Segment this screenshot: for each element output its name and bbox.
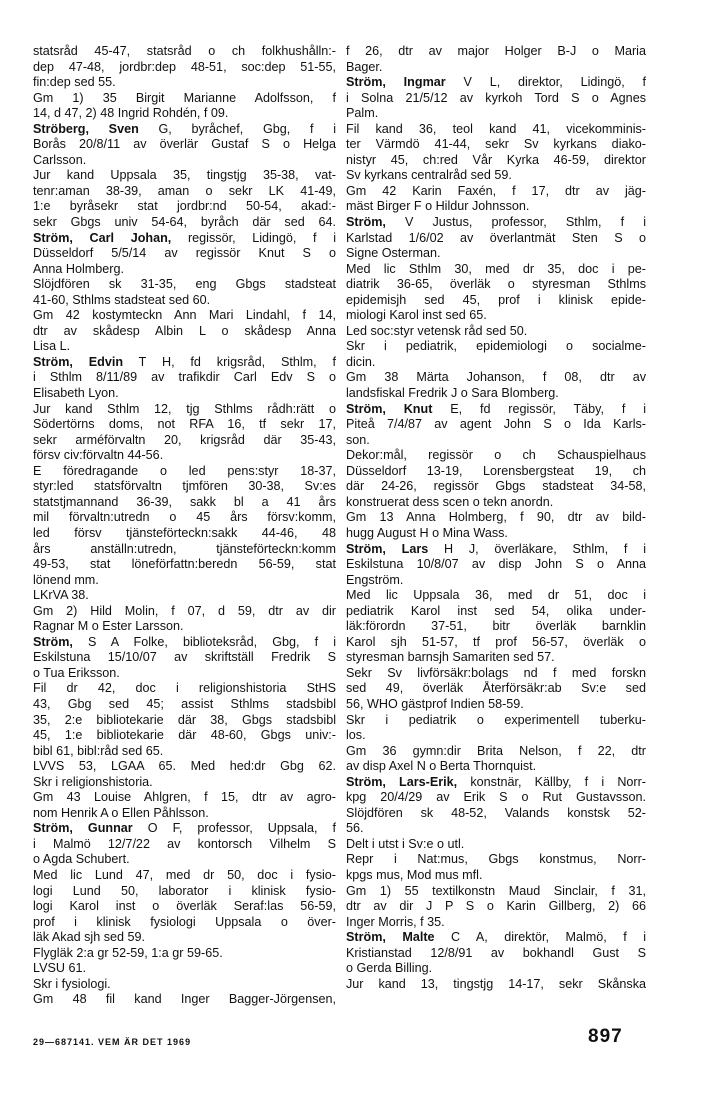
- line-text: Düsseldorf 13-19, Lorensbergsteat 19, ch: [346, 463, 646, 478]
- line-text: bibl 61, bibl:råd sed 65.: [33, 743, 164, 758]
- text-line: [346, 122, 646, 138]
- text-line: [33, 510, 336, 526]
- text-line: [33, 293, 336, 309]
- line-text: kpg 20/4/29 av Erik S o Rut Gustavsson.: [346, 790, 646, 805]
- line-text: logi Karol inst o överläk Seraf:las 56-59,: [33, 899, 336, 914]
- text-line: [346, 510, 646, 526]
- line-text: Med lic Uppsala 36, med dr 51, doc i: [346, 588, 646, 603]
- line-text: Eskilstuna 15/10/07 av skriftställ Fredrik S: [33, 650, 336, 665]
- line-text: Skr i fysiologi.: [33, 976, 111, 991]
- line-text: 35, 2:e bibliotekarie där 38, Gbgs stadsbibl: [33, 712, 336, 727]
- text-line: [346, 324, 646, 340]
- text-line: [346, 899, 646, 915]
- text-line: [33, 137, 336, 153]
- text-line: [33, 977, 336, 993]
- line-text: konstnär, Källby, f i Norr-: [457, 774, 646, 789]
- line-text: E, fd regissör, Täby, f i: [432, 401, 646, 416]
- text-line: [33, 666, 336, 682]
- line-text: 49-53, stat löneförfattn:beredn 56-59, stat: [33, 557, 336, 572]
- line-text: Gm 1) 35 Birgit Marianne Adolfsson, f: [33, 90, 336, 105]
- line-text: Gm 43 Louise Ahlgren, f 15, dtr av agro-: [33, 790, 336, 805]
- line-text: styresman barnsjh Samariten sed 57.: [346, 650, 555, 665]
- line-text: Fil kand 36, teol kand 41, vicekomminis-: [346, 121, 646, 136]
- text-line: [33, 635, 336, 651]
- text-line: [33, 806, 336, 822]
- text-line: [33, 961, 336, 977]
- text-line: [33, 588, 336, 604]
- text-line: [346, 106, 646, 122]
- text-line: [346, 837, 646, 853]
- text-line: [33, 479, 336, 495]
- line-text: Sekr Sv livförsäkr:bolags nd f med forskn: [346, 665, 646, 680]
- text-line: [346, 215, 646, 231]
- text-line: [33, 215, 336, 231]
- line-text: 43, Gbg sed 45; assist Sthlms stadsbibl: [33, 696, 336, 711]
- line-text: S A Folke, biblioteksråd, Gbg, f i: [72, 634, 336, 649]
- line-text: dtr av dir J P S o Karin Gillberg, 2) 66: [346, 899, 646, 914]
- line-text: nistyr 45, ch:red Vår Kyrka 46-59, direktor: [346, 152, 646, 167]
- text-line: [33, 992, 336, 1008]
- line-text: Borås 20/8/11 av överlär Gustaf S o Helga: [33, 137, 336, 152]
- line-text: led försv tjänsteförteckn:sakk 44-46, 48: [33, 525, 336, 540]
- entry-name: Ström, Lars: [346, 541, 429, 556]
- entry-name: Ström,: [33, 634, 73, 649]
- text-line: [33, 604, 336, 620]
- text-line: [33, 619, 336, 635]
- line-text: Karlstad 1/6/02 av överlantmät Sten S o: [346, 230, 646, 245]
- print-code: 29—687141. VEM ÄR DET 1969: [33, 1037, 192, 1047]
- line-text: Led soc:styr vetensk råd sed 50.: [346, 323, 528, 338]
- text-line: [346, 479, 646, 495]
- line-text: 56.: [346, 821, 364, 836]
- line-text: landsfiskal Fredrik J o Sara Blomberg.: [346, 386, 559, 401]
- text-line: [33, 821, 336, 837]
- text-line: [346, 697, 646, 713]
- line-text: Slöjdfören sk 48-52, Valands konstsk 52-: [346, 805, 646, 820]
- line-text: nom Henrik A o Ellen Påhlsson.: [33, 805, 209, 820]
- line-text: 1:e byråsekr stat jordbr:nd 50-54, akad:-: [33, 199, 336, 214]
- line-text: konstruerat dess scen o tekn anordn.: [346, 494, 554, 509]
- text-line: [346, 526, 646, 542]
- text-line: [346, 557, 646, 573]
- text-line: [33, 308, 336, 324]
- text-line: [33, 277, 336, 293]
- line-text: o Tua Eriksson.: [33, 665, 120, 680]
- text-line: [33, 495, 336, 511]
- text-line: [346, 448, 646, 464]
- text-line: [33, 355, 336, 371]
- entry-name: Ström, Ingmar: [346, 75, 446, 90]
- text-line: [33, 759, 336, 775]
- line-text: Gm 36 gymn:dir Brita Nelson, f 22, dtr: [346, 743, 646, 758]
- line-text: Carlsson.: [33, 152, 87, 167]
- line-text: statstjmannand 36-39, sakk bl a 41 års: [33, 494, 336, 509]
- text-line: [33, 650, 336, 666]
- text-line: [33, 681, 336, 697]
- line-text: Gm 2) Hild Molin, f 07, d 59, dtr av dir: [33, 603, 336, 618]
- line-text: tenr:aman 38-39, aman o sekr LK 41-49,: [33, 183, 336, 198]
- line-text: lönend mm.: [33, 572, 99, 587]
- line-text: f 26, dtr av major Holger B-J o Maria: [346, 44, 646, 58]
- line-text: Piteå 7/4/87 av agent John S o Ida Karls-: [346, 417, 646, 432]
- line-text: av disp Axel N o Berta Thornquist.: [346, 759, 537, 774]
- line-text: 41-60, Sthlms stadsteat sed 60.: [33, 292, 211, 307]
- text-line: [346, 184, 646, 200]
- text-line: [346, 915, 646, 931]
- text-line: [33, 728, 336, 744]
- line-text: Karol sjh 51-57, tf prof 56-57, överläk o: [346, 634, 646, 649]
- line-text: LVSU 61.: [33, 961, 86, 976]
- text-line: [346, 495, 646, 511]
- text-line: [346, 199, 646, 215]
- text-line: [33, 44, 336, 60]
- line-text: Jur kand Uppsala 35, tingstjg 35-38, vat-: [33, 168, 336, 183]
- line-text: T H, fd krigsråd, Sthlm, f: [123, 354, 336, 369]
- line-text: o Agda Schubert.: [33, 852, 130, 867]
- line-text: Gm 42 Karin Faxén, f 17, dtr av jäg-: [346, 183, 646, 198]
- line-text: läk:förordn 37-51, bitr överläk barnklin: [346, 619, 646, 634]
- text-line: [346, 930, 646, 946]
- line-text: sed 49, överläk Återförsäkr:ab Sv:e sed: [346, 681, 646, 696]
- line-text: dtr av skådesp Albin L o skådesp Anna: [33, 323, 336, 338]
- text-line: [346, 75, 646, 91]
- text-line: [33, 946, 336, 962]
- text-line: [346, 293, 646, 309]
- left-column: [33, 44, 336, 1008]
- line-text: Repr i Nat:mus, Gbgs konstmus, Norr-: [346, 852, 646, 867]
- line-text: där 24-26, regissör Gbgs stadsteat 34-58,: [346, 479, 646, 494]
- line-text: V Justus, professor, Sthlm, f i: [385, 215, 646, 230]
- text-line: [346, 744, 646, 760]
- line-text: Skr i religionshistoria.: [33, 774, 153, 789]
- line-text: LKrVA 38.: [33, 588, 89, 603]
- text-line: [346, 884, 646, 900]
- text-line: [346, 402, 646, 418]
- text-line: [33, 713, 336, 729]
- entry-name: Ström, Carl Johan,: [33, 230, 172, 245]
- text-line: [33, 75, 336, 91]
- text-line: [33, 106, 336, 122]
- line-text: dep 47-48, jordbr:dep 48-51, soc:dep 51-55,: [33, 59, 336, 74]
- entry-name: Ström, Gunnar: [33, 821, 133, 836]
- text-line: [346, 355, 646, 371]
- text-line: [33, 386, 336, 402]
- text-line: [346, 588, 646, 604]
- text-line: [33, 91, 336, 107]
- text-line: [33, 526, 336, 542]
- text-line: [346, 759, 646, 775]
- text-line: [346, 604, 646, 620]
- text-line: [33, 697, 336, 713]
- line-text: Med lic Sthlm 30, med dr 35, doc i pe-: [346, 261, 646, 276]
- line-text: Delt i utst i Sv:e o utl.: [346, 836, 465, 851]
- text-line: [33, 930, 336, 946]
- line-text: LVVS 53, LGAA 65. Med hed:dr Gbg 62.: [33, 759, 336, 774]
- line-text: Med lic Lund 47, med dr 50, doc i fysio-: [33, 867, 336, 882]
- text-line: [346, 790, 646, 806]
- line-text: Fil dr 42, doc i religionshistoria StHS: [33, 681, 336, 696]
- text-line: [33, 448, 336, 464]
- line-text: Skr i pediatrik, epidemiologi o socialme-: [346, 339, 646, 354]
- text-line: [33, 402, 336, 418]
- line-text: Skr i pediatrik o experimentell tuberku-: [346, 712, 646, 727]
- line-text: ter Värmdö 41-44, sekr Sv kyrkans diako-: [346, 137, 646, 152]
- line-text: i Solna 21/5/12 av kyrkoh Tord S o Agnes: [346, 90, 646, 105]
- line-text: Inger Morris, f 35.: [346, 914, 445, 929]
- text-line: [346, 417, 646, 433]
- line-text: fin:dep sed 55.: [33, 75, 116, 90]
- line-text: Flygläk 2:a gr 52-59, 1:a gr 59-65.: [33, 945, 223, 960]
- text-line: [33, 60, 336, 76]
- line-text: G, byråchef, Gbg, f i: [138, 121, 336, 136]
- text-line: [346, 137, 646, 153]
- text-line: [346, 277, 646, 293]
- line-text: Elisabeth Lyon.: [33, 386, 119, 401]
- text-line: [33, 868, 336, 884]
- line-text: försv civ:förvaltn 44-56.: [33, 448, 164, 463]
- text-line: [33, 339, 336, 355]
- text-line: [346, 821, 646, 837]
- line-text: miologi Karol inst sed 65.: [346, 308, 487, 323]
- text-line: [346, 386, 646, 402]
- line-text: C A, direktör, Malmö, f i: [434, 930, 646, 945]
- line-text: prof i klinisk fysiologi Uppsala o över-: [33, 914, 336, 929]
- line-text: års anställn:utredn, tjänsteförteckn:komm: [33, 541, 336, 556]
- text-line: [33, 168, 336, 184]
- text-line: [346, 542, 646, 558]
- entry-name: Ström, Edvin: [33, 354, 124, 369]
- line-text: Gm 38 Märta Johanson, f 08, dtr av: [346, 370, 646, 385]
- line-text: O F, professor, Uppsala, f: [132, 821, 336, 836]
- entry-name: Ström, Malte: [346, 930, 435, 945]
- text-line: [33, 199, 336, 215]
- line-text: statsråd 45-47, statsråd o ch folkhushålln:-: [33, 44, 336, 58]
- line-text: Dekor:mål, regissör o ch Schauspielhaus: [346, 448, 646, 463]
- line-text: Palm.: [346, 106, 379, 121]
- line-text: Eskilstuna 10/8/07 av disp John S o Anna: [346, 557, 646, 572]
- line-text: Gm 48 fil kand Inger Bagger-Jörgensen,: [33, 992, 336, 1007]
- text-line: [346, 806, 646, 822]
- text-line: [33, 184, 336, 200]
- line-text: styr:led statsförvaltn tjmfören 30-38, Sv:es: [33, 479, 336, 494]
- line-text: läk Akad sjh sed 59.: [33, 930, 146, 945]
- line-text: Lisa L.: [33, 339, 71, 354]
- line-text: hugg August H o Mina Wass.: [346, 525, 508, 540]
- text-line: [33, 246, 336, 262]
- text-line: [33, 324, 336, 340]
- text-line: [33, 557, 336, 573]
- line-text: mäst Birger F o Hildur Johnsson.: [346, 199, 530, 214]
- line-text: kpgs mus, Mod mus mfl.: [346, 867, 483, 882]
- line-text: Gm 13 Anna Holmberg, f 90, dtr av bild-: [346, 510, 646, 525]
- text-line: [33, 153, 336, 169]
- text-line: [346, 464, 646, 480]
- text-line: [346, 728, 646, 744]
- line-text: i Malmö 12/7/22 av kontorsch Vilhelm S: [33, 836, 336, 851]
- text-line: [346, 775, 646, 791]
- line-text: Jur kand 13, tingstjg 14-17, sekr Skånska: [346, 976, 646, 991]
- text-line: [346, 262, 646, 278]
- text-line: [33, 542, 336, 558]
- text-line: [346, 681, 646, 697]
- text-line: [346, 44, 646, 60]
- text-line: [346, 946, 646, 962]
- line-text: i Sthlm 8/11/89 av trafikdir Carl Edv S o: [33, 370, 336, 385]
- text-line: [346, 370, 646, 386]
- page-number: 897: [588, 1026, 623, 1047]
- line-text: sekr arméförvaltn 20, krigsråd där 35-43,: [33, 432, 336, 447]
- entry-name: Ström, Lars-Erik,: [346, 774, 458, 789]
- line-text: 45, 1:e bibliotekarie där 48-60, Gbgs univ:-: [33, 728, 336, 743]
- text-line: [346, 60, 646, 76]
- line-text: Signe Osterman.: [346, 246, 441, 261]
- line-text: Gm 1) 55 textilkonstn Maud Sinclair, f 31,: [346, 883, 646, 898]
- line-text: Ragnar M o Ester Larsson.: [33, 619, 184, 634]
- entry-name: Ström,: [346, 215, 386, 230]
- line-text: diatrik 36-65, överläk o styresman Sthlms: [346, 277, 646, 292]
- line-text: mil förvaltn:utredn o 45 års försv:komm,: [33, 510, 336, 525]
- text-line: [33, 573, 336, 589]
- text-line: [33, 370, 336, 386]
- text-line: [33, 744, 336, 760]
- text-line: [346, 308, 646, 324]
- line-text: los.: [346, 728, 366, 743]
- text-line: [33, 775, 336, 791]
- text-line: [346, 339, 646, 355]
- text-line: [33, 852, 336, 868]
- line-text: V L, direktor, Lidingö, f: [445, 75, 646, 90]
- entry-name: Ströberg, Sven: [33, 121, 139, 136]
- text-line: [33, 433, 336, 449]
- line-text: Gm 42 kostymteckn Ann Mari Lindahl, f 14,: [33, 308, 336, 323]
- text-line: [33, 262, 336, 278]
- text-line: [346, 650, 646, 666]
- line-text: 56, WHO gästprof Indien 58-59.: [346, 696, 524, 711]
- line-text: o Gerda Billing.: [346, 961, 433, 976]
- text-line: [346, 153, 646, 169]
- line-text: regissör, Lidingö, f i: [171, 230, 336, 245]
- text-line: [33, 915, 336, 931]
- line-text: Düsseldorf 5/5/14 av regissör Knut S o: [33, 246, 336, 261]
- line-text: Kristianstad 12/8/91 av bokhandl Gust S: [346, 945, 646, 960]
- text-line: [33, 837, 336, 853]
- right-column: [346, 44, 646, 992]
- line-text: E föredragande o led pens:styr 18-37,: [33, 463, 336, 478]
- line-text: Jur kand Sthlm 12, tjg Sthlms rådh:rätt o: [33, 401, 336, 416]
- text-line: [346, 168, 646, 184]
- text-line: [346, 433, 646, 449]
- entry-name: Ström, Knut: [346, 401, 433, 416]
- line-text: Anna Holmberg.: [33, 261, 125, 276]
- line-text: son.: [346, 432, 370, 447]
- text-line: [346, 635, 646, 651]
- text-line: [346, 246, 646, 262]
- text-line: [346, 231, 646, 247]
- text-line: [33, 899, 336, 915]
- line-text: Engström.: [346, 572, 404, 587]
- line-text: epidemisjh sed 45, prof i klinisk epide-: [346, 292, 646, 307]
- text-line: [33, 464, 336, 480]
- text-line: [33, 122, 336, 138]
- text-line: [33, 790, 336, 806]
- text-line: [346, 713, 646, 729]
- text-line: [346, 666, 646, 682]
- line-text: pediatrik Karol inst sed 54, olika under-: [346, 603, 646, 618]
- line-text: logi Lund 50, laborator i klinisk fysio-: [33, 883, 336, 898]
- line-text: Sv kyrkans centralråd sed 59.: [346, 168, 512, 183]
- text-line: [346, 91, 646, 107]
- text-line: [346, 573, 646, 589]
- line-text: H J, överläkare, Sthlm, f i: [428, 541, 646, 556]
- line-text: Södertörns doms, not RFA 16, tf sekr 17,: [33, 417, 336, 432]
- text-line: [33, 417, 336, 433]
- line-text: sekr Gbgs univ 54-64, byråch där sed 64.: [33, 215, 336, 230]
- line-text: Slöjdfören sk 31-35, eng Gbgs stadsteat: [33, 277, 336, 292]
- text-line: [346, 852, 646, 868]
- text-line: [346, 868, 646, 884]
- line-text: dicin.: [346, 354, 376, 369]
- text-line: [346, 619, 646, 635]
- text-line: [346, 961, 646, 977]
- line-text: 14, d 47, 2) 48 Ingrid Rohdén, f 09.: [33, 106, 229, 121]
- text-line: [346, 977, 646, 993]
- text-line: [33, 884, 336, 900]
- line-text: Bager.: [346, 59, 383, 74]
- text-line: [33, 231, 336, 247]
